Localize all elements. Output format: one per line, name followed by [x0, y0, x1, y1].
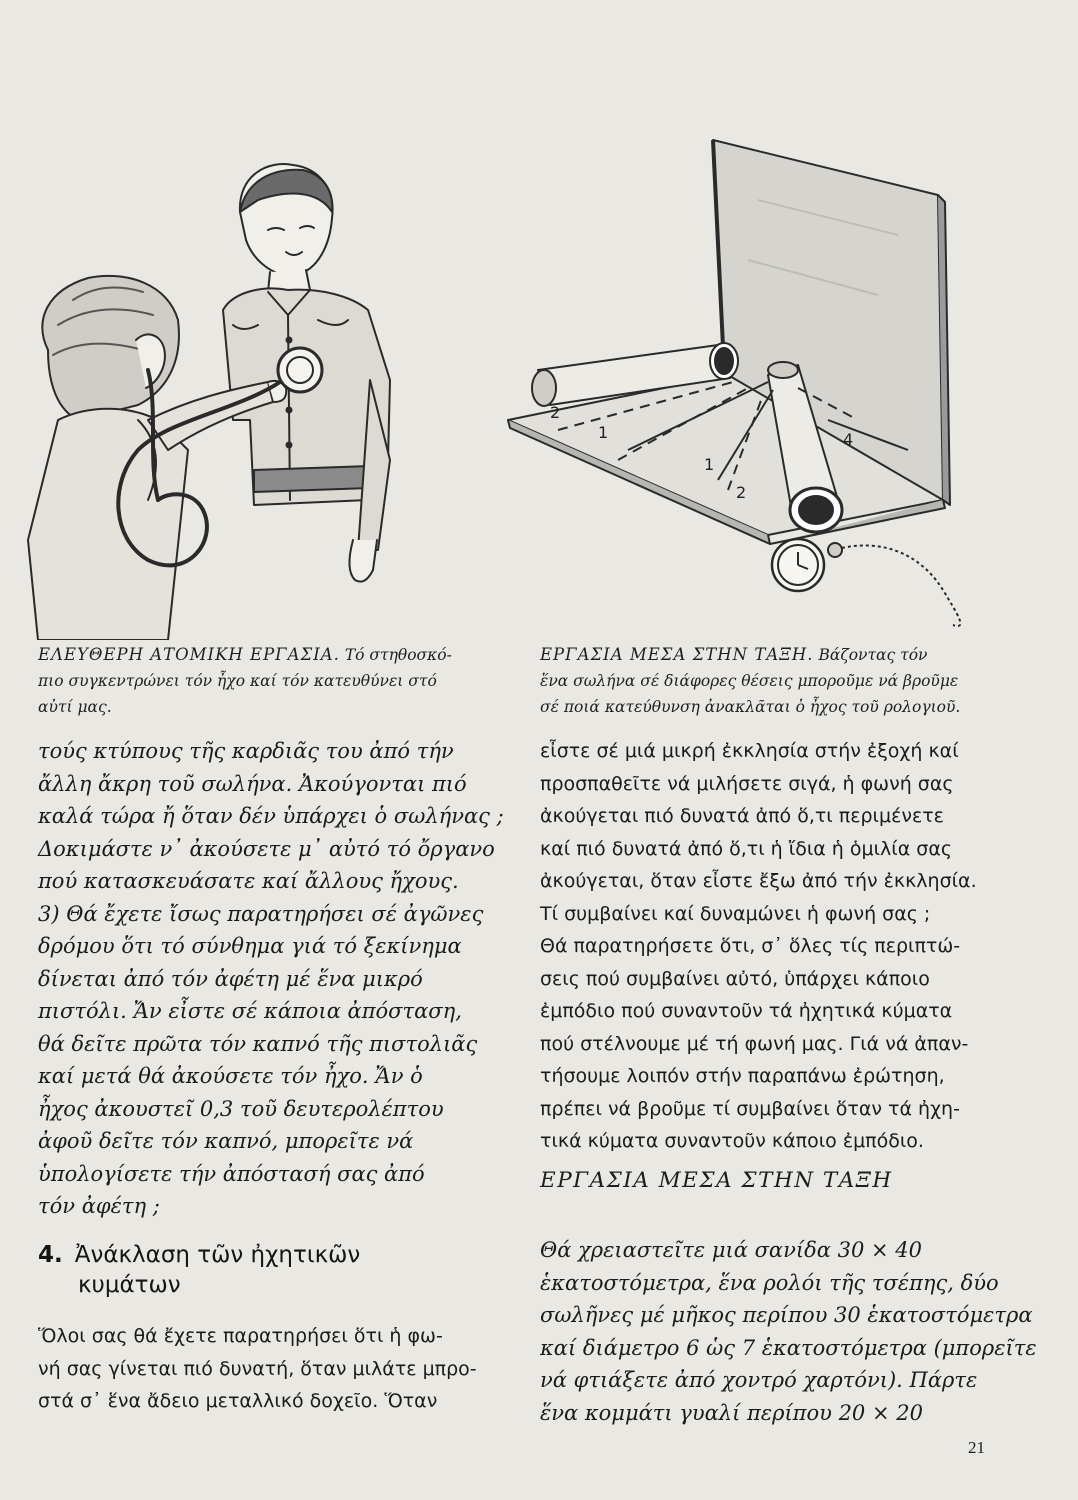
left-column-text — [38, 735, 504, 1223]
text-line: τούς κτύπους τῆς καρδιᾶς του ἀπό τήν — [38, 739, 454, 763]
section-heading — [38, 1240, 498, 1300]
tube-reflection-illustration — [498, 120, 1058, 640]
caption-left-line: πιο συγκεντρώνει τόν ἦχο καί τόν κατευθύνει στό — [38, 672, 437, 690]
text-line: ἄλλη ἄκρη τοῦ σωλήνα. Ἀκούγονται πιό — [38, 771, 467, 796]
right-column-italic-text — [540, 1234, 1037, 1429]
page-number: 21 — [968, 1438, 985, 1457]
class-work-heading: ΕΡΓΑΣΙΑ ΜΕΣΑ ΣΤΗΝ ΤΑΞΗ — [540, 1168, 893, 1193]
text-line: ἦχος ἀκουστεῖ 0,3 τοῦ δευτερολέπτου — [38, 1096, 444, 1121]
text-line: ἕνα κομμάτι γυαλί περίπου 20 × 20 — [540, 1400, 923, 1425]
caption-left — [38, 642, 498, 720]
text-line: Δοκιμάστε ν᾿ ἀκούσετε μ᾿ αὐτό τό ὄργανο — [38, 836, 495, 861]
board-label-1a: 1 — [598, 423, 609, 442]
text-line: Θά χρειαστεῖτε μιά σανίδα 30 × 40 — [540, 1238, 922, 1262]
caption-right-line: Βάζοντας τόν — [813, 646, 928, 664]
text-line: πιστόλι. Ἄν εἶστε σέ κάποια ἀπόσταση, — [38, 999, 462, 1023]
caption-left-heading: ΕΛΕΥΘΕΡΗ ΑΤΟΜΙΚΗ ΕΡΓΑΣΙΑ. — [38, 645, 340, 664]
text-line: ἀφοῦ δεῖτε τόν καπνό, μπορεῖτε νά — [38, 1129, 414, 1153]
board-label-2b: 2 — [736, 483, 747, 502]
text-line: ἀκούγεται, ὅταν εἶστε ἔξω ἀπό τήν ἐκκλησία. — [540, 870, 977, 892]
text-line: δίνεται ἀπό τόν ἀφέτη μέ ἕνα μικρό — [38, 966, 423, 991]
text-line: Τί συμβαίνει καί δυναμώνει ἡ φωνή σας ; — [540, 902, 931, 925]
text-line: σωλῆνες μέ μῆκος περίπου 30 ἑκατοστόμετρα — [540, 1303, 1033, 1327]
board-label-4: 4 — [843, 430, 854, 449]
text-line: 3) Θά ἔχετε ἴσως παρατηρήσει σέ ἀγῶνες — [38, 901, 484, 926]
text-line: καλά τώρα ἤ ὅταν δέν ὑπάρχει ὁ σωλήνας ; — [38, 804, 504, 828]
caption-right-heading: ΕΡΓΑΣΙΑ ΜΕΣΑ ΣΤΗΝ ΤΑΞΗ. — [540, 645, 814, 664]
text-line: Ὅλοι σας θά ἔχετε παρατηρήσει ὅτι ἡ φω- — [38, 1325, 443, 1347]
text-line: ἐμπόδιο πού συναντοῦν τά ἠχητικά κύματα — [540, 1000, 953, 1022]
text-line: προσπαθεῖτε νά μιλήσετε σιγά, ἡ φωνή σας — [540, 772, 954, 795]
right-column-sans-text — [540, 735, 1010, 1158]
caption-right — [540, 642, 1010, 720]
text-line: εἶστε σέ μιά μικρή ἐκκλησία στήν ἐξοχή καί — [540, 740, 959, 762]
text-line: πού στέλνουμε μέ τή φωνή μας. Γιά νά ἀπαν- — [540, 1032, 969, 1055]
text-line: καί μετά θά ἀκούσετε τόν ἦχο. Ἄν ὁ — [38, 1064, 423, 1088]
text-line: τήσουμε λοιπόν στήν παραπάνω ἐρώτηση, — [540, 1065, 945, 1087]
text-line: πρέπει νά βροῦμε τί συμβαίνει ὅταν τά ἠχη- — [540, 1097, 960, 1120]
caption-right-line: σέ ποιά κατεύθυνση ἀνακλᾶται ὁ ἦχος τοῦ ρολογιοῦ. — [540, 698, 961, 716]
text-line: τικά κύματα συναντοῦν κάποιο ἐμπόδιο. — [540, 1130, 924, 1152]
caption-left-line: αὐτί μας. — [38, 698, 112, 716]
board-label-1b: 1 — [704, 455, 715, 474]
text-line: ἑκατοστόμετρα, ἕνα ρολόι τῆς τσέπης, δύο — [540, 1270, 999, 1295]
caption-right-line: ἕνα σωλήνα σέ διάφορες θέσεις μποροῦμε νά βροῦμε — [540, 672, 959, 690]
text-line: σεις πού συμβαίνει αὐτό, ὑπάρχει κάποιο — [540, 967, 930, 990]
text-line: τόν ἀφέτη ; — [38, 1194, 160, 1218]
caption-left-line: Τό στηθοσκό- — [339, 646, 452, 664]
board-label-2a: 2 — [550, 403, 561, 422]
section-title-line1: Ἀνάκλαση τῶν ἠχητικῶν — [74, 1242, 361, 1268]
text-line: πού κατασκευάσατε καί ἄλλους ἤχους. — [38, 869, 459, 893]
text-line: νά φτιάξετε ἀπό χοντρό χαρτόνι). Πάρτε — [540, 1368, 978, 1392]
text-line: ἀκούγεται πιό δυνατά ἀπό ὅ,τι περιμένετε — [540, 805, 944, 827]
section-number: 4. — [38, 1242, 63, 1268]
text-line: νή σας γίνεται πιό δυνατή, ὅταν μιλάτε μπρο- — [38, 1357, 477, 1380]
section-title-line2: κυμάτων — [78, 1272, 181, 1298]
text-line: καί διάμετρο 6 ὡς 7 ἑκατοστόμετρα (μπορεῖτε — [540, 1335, 1037, 1360]
text-line: καί πιό δυνατά ἀπό ὅ,τι ἡ ἴδια ἡ ὁμιλία σας — [540, 837, 952, 860]
text-line: ὑπολογίσετε τήν ἀπόστασή σας ἀπό — [38, 1161, 425, 1186]
text-line: στά σ᾿ ἕνα ἄδειο μεταλλικό δοχεῖο. Ὅταν — [38, 1390, 438, 1412]
left-column-sans-text — [38, 1320, 496, 1418]
text-line: θά δεῖτε πρῶτα τόν καπνό τῆς πιστολιᾶς — [38, 1031, 478, 1056]
text-line: δρόμου ὅτι τό σύνθημα γιά τό ξεκίνημα — [38, 934, 462, 958]
stethoscope-illustration — [18, 120, 523, 640]
text-line: Θά παρατηρήσετε ὅτι, σ᾿ ὅλες τίς περιπτώ- — [540, 935, 961, 957]
